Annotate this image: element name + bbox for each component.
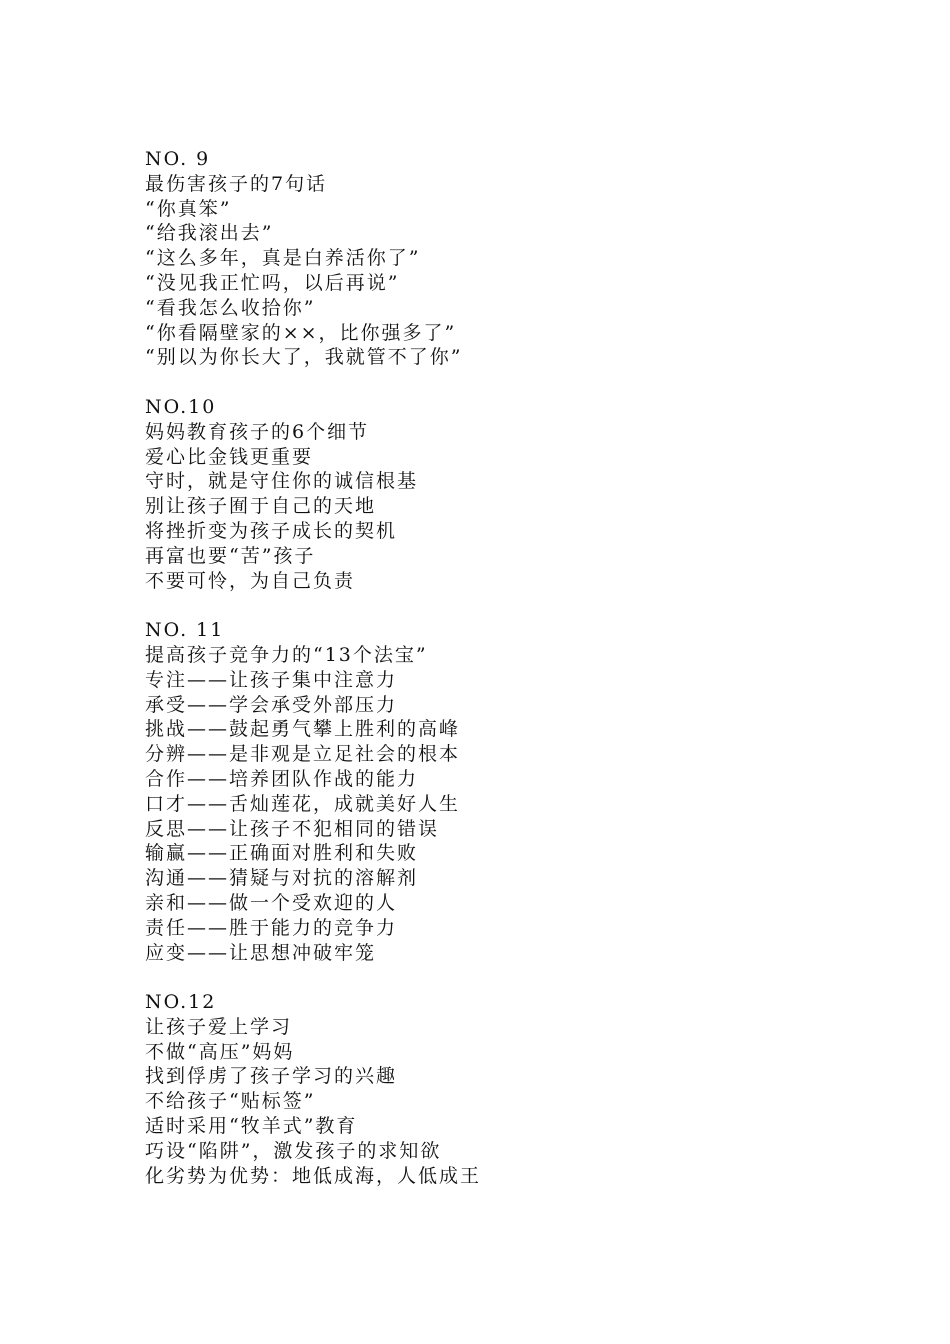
list-item: 守时，就是守住你的诚信根基 bbox=[145, 470, 419, 493]
list-item: “你真笨” bbox=[145, 197, 232, 220]
section-heading: NO. 11 bbox=[145, 619, 225, 642]
section-no11 bbox=[145, 618, 905, 965]
list-item: “别以为你长大了，我就管不了你” bbox=[145, 346, 463, 369]
list-item: 专注——让孩子集中注意力 bbox=[145, 668, 398, 691]
section-no9 bbox=[145, 147, 905, 370]
list-item: “给我滚出去” bbox=[145, 222, 274, 245]
list-item: 反思——让孩子不犯相同的错误 bbox=[145, 817, 440, 840]
list-item: 责任——胜于能力的竞争力 bbox=[145, 916, 398, 939]
list-item: “没见我正忙吗，以后再说” bbox=[145, 271, 400, 294]
list-item: 应变——让思想冲破牢笼 bbox=[145, 941, 377, 964]
list-item: 别让孩子囿于自己的天地 bbox=[145, 495, 377, 518]
list-item: 再富也要“苦”孩子 bbox=[145, 544, 316, 567]
list-item: “这么多年，真是白养活你了” bbox=[145, 247, 421, 270]
list-item: 化劣势为优势：地低成海，人低成王 bbox=[145, 1164, 482, 1187]
list-item: “看我怎么收拾你” bbox=[145, 296, 316, 319]
list-item: 爱心比金钱更重要 bbox=[145, 445, 314, 468]
section-title: 妈妈教育孩子的6个细节 bbox=[145, 420, 370, 443]
section-heading: NO.12 bbox=[145, 991, 217, 1014]
list-item: 将挫折变为孩子成长的契机 bbox=[145, 519, 398, 542]
list-item: 承受——学会承受外部压力 bbox=[145, 693, 398, 716]
list-item: 输赢——正确面对胜利和失败 bbox=[145, 842, 419, 865]
list-item: 适时采用“牧羊式”教育 bbox=[145, 1115, 358, 1138]
list-item: 挑战——鼓起勇气攀上胜利的高峰 bbox=[145, 718, 461, 741]
section-heading: NO.10 bbox=[145, 395, 217, 418]
list-item: 口才——舌灿莲花，成就美好人生 bbox=[145, 792, 461, 815]
list-item: 巧设“陷阱”，激发孩子的求知欲 bbox=[145, 1139, 442, 1162]
section-heading: NO. 9 bbox=[145, 148, 211, 170]
list-item: 找到俘虏了孩子学习的兴趣 bbox=[145, 1065, 398, 1088]
list-item: “你看隔壁家的××，比你强多了” bbox=[145, 321, 457, 344]
section-title: 提高孩子竞争力的“13个法宝” bbox=[145, 643, 428, 666]
list-item: 沟通——猜疑与对抗的溶解剂 bbox=[145, 867, 419, 890]
list-item: 不要可怜，为自己负责 bbox=[145, 569, 356, 592]
section-no12 bbox=[145, 990, 905, 1188]
list-item: 合作——培养团队作战的能力 bbox=[145, 767, 419, 790]
list-item: 不给孩子“贴标签” bbox=[145, 1090, 316, 1113]
list-item: 亲和——做一个受欢迎的人 bbox=[145, 891, 398, 914]
document-page bbox=[145, 147, 905, 1188]
list-item: 分辨——是非观是立足社会的根本 bbox=[145, 743, 461, 766]
section-title: 让孩子爱上学习 bbox=[145, 1015, 293, 1038]
section-title: 最伤害孩子的7句话 bbox=[145, 172, 328, 195]
list-item: 不做“高压”妈妈 bbox=[145, 1040, 295, 1063]
section-no10 bbox=[145, 395, 905, 593]
